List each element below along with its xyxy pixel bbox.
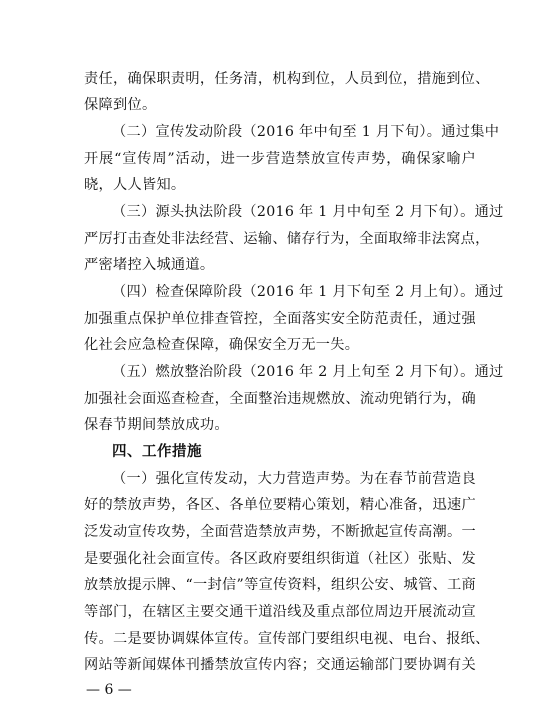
body-line: 化社会应急检查保障，确保安全万无一失。 — [84, 337, 360, 353]
section-heading-publicity-phase: （二）宣传发动阶段（2016 年中旬至 1 月下旬）。通过集中 — [112, 124, 500, 140]
body-line: （一）强化宣传发动，大力营造声势。为在春节前营造良 — [112, 471, 476, 487]
body-line: 好的禁放声势，各区、各单位要精心策划，精心准备，迅速广 — [84, 497, 476, 513]
body-line: 传。二是要协调媒体宣传。宣传部门要组织电视、电台、报纸、 — [84, 631, 490, 647]
body-line: 责任，确保职责明，任务清，机构到位，人员到位，措施到位、 — [84, 71, 490, 87]
body-line: 加强重点保护单位排查管控，全面落实安全防范责任，通过强 — [84, 311, 476, 327]
body-line: 保障到位。 — [84, 97, 157, 113]
section-title-work-measures: 四、工作措施 — [112, 444, 202, 460]
body-line: 是要强化社会面宣传。各区政府要组织街道（社区）张贴、发 — [84, 551, 476, 567]
page-number: — 6 — — [86, 682, 132, 698]
body-line: 晓，人人皆知。 — [84, 177, 186, 193]
body-line: 保春节期间禁放成功。 — [84, 417, 229, 433]
section-heading-inspection-phase: （四）检查保障阶段（2016 年 1 月下旬至 2 月上旬）。通过 — [112, 284, 504, 300]
section-heading-enforcement-phase: （三）源头执法阶段（2016 年 1 月中旬至 2 月下旬）。通过 — [112, 204, 504, 220]
body-line: 严密堵控入城通道。 — [84, 257, 215, 273]
body-line: 网站等新闻媒体刊播禁放宣传内容；交通运输部门要协调有关 — [84, 657, 476, 673]
body-line: 开展“宣传周”活动，进一步营造禁放宣传声势，确保家喻户 — [84, 151, 476, 167]
body-line: 严厉打击查处非法经营、运输、储存行为，全面取缔非法窝点， — [84, 231, 490, 247]
body-line: 等部门，在辖区主要交通干道沿线及重点部位周边开展流动宣 — [84, 604, 476, 620]
section-heading-rectification-phase: （五）燃放整治阶段（2016 年 2 月上旬至 2 月下旬）。通过 — [112, 364, 504, 380]
body-line: 加强社会面巡查检查，全面整治违规燃放、流动兜销行为，确 — [84, 391, 476, 407]
body-line: 放禁放提示牌、“一封信”等宣传资料，组织公安、城管、工商 — [84, 577, 476, 593]
body-line: 泛发动宣传攻势，全面营造禁放声势，不断掀起宣传高潮。一 — [84, 524, 476, 540]
